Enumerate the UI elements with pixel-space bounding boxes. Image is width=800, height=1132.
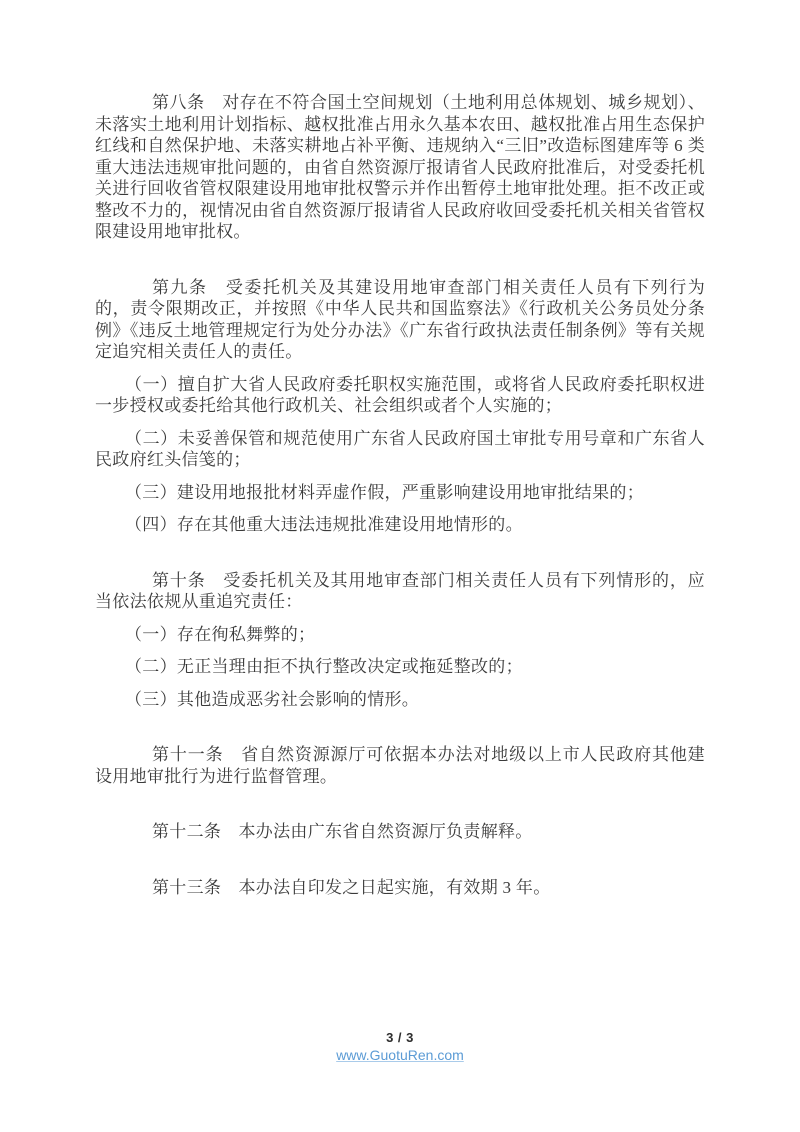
article-12-paragraph: 第十二条 本办法由广东省自然资源厅负责解释。	[152, 822, 533, 841]
article-10-item-2: （二）无正当理由拒不执行整改决定或拖延整改的；	[125, 657, 523, 676]
page-footer	[0, 1030, 800, 1065]
article-11-paragraph: 第十一条 省自然资源源厅可依据本办法对地级以上市人民政府其他建设用地审批行为进行监督管理。	[95, 745, 705, 786]
article-9-item-2: （二）未妥善保管和规范使用广东省人民政府国土审批专用号章和广东省人民政府红头信笺的；	[95, 428, 705, 469]
article-10-item-1: （一）存在徇私舞弊的；	[125, 624, 316, 644]
article-13-paragraph: 第十三条 本办法自印发之日起实施，有效期 3 年。	[152, 877, 551, 897]
page-number: 3 / 3	[386, 1030, 414, 1045]
footer-link[interactable]: www.GuotuRen.com	[336, 1047, 464, 1063]
article-10-paragraph: 第十条 受委托机关及其用地审查部门相关责任人员有下列情形的，应当依法依规从重追究责任：	[95, 570, 705, 611]
article-10-item-3: （三）其他造成恶劣社会影响的情形。	[125, 689, 420, 709]
article-9-paragraph: 第九条 受委托机关及其建设用地审查部门相关责任人员有下列行为的，责令限期改正，并按照《中华人民共和国监察法》《行政机关公务员处分条例》《违反土地管理规定行为处分办法》《广东省行政执法责任制条例》等有关规定追究相关责任人的责任。	[95, 277, 705, 361]
article-9-item-3: （三）建设用地报批材料弄虚作假，严重影响建设用地审批结果的；	[125, 482, 644, 502]
article-8-paragraph: 第八条 对存在不符合国土空间规划（土地利用总体规划、城乡规划）、未落实土地利用计划指标、越权批准占用永久基本农田、越权批准占用生态保护红线和自然保护地、未落实耕地占补平衡、违规纳入“三旧”改造标图建库等 6 类重大违法违规审批问题的，由省自然资源厅报请省人民政府批准后，对受委托机关进行回收省管权限建设用地审批权警示并作出暂停土地审批处理。拒不改正或整改不力的，视情况由省自然资源厅报请省人民政府收回受委托机关相关省管权限建设用地审批权。	[95, 93, 705, 241]
article-9-item-1: （一）擅自扩大省人民政府委托职权实施范围，或将省人民政府委托职权进一步授权或委托给其他行政机关、社会组织或者个人实施的；	[95, 374, 705, 415]
article-9-item-4: （四）存在其他重大违法违规批准建设用地情形的。	[125, 515, 523, 534]
